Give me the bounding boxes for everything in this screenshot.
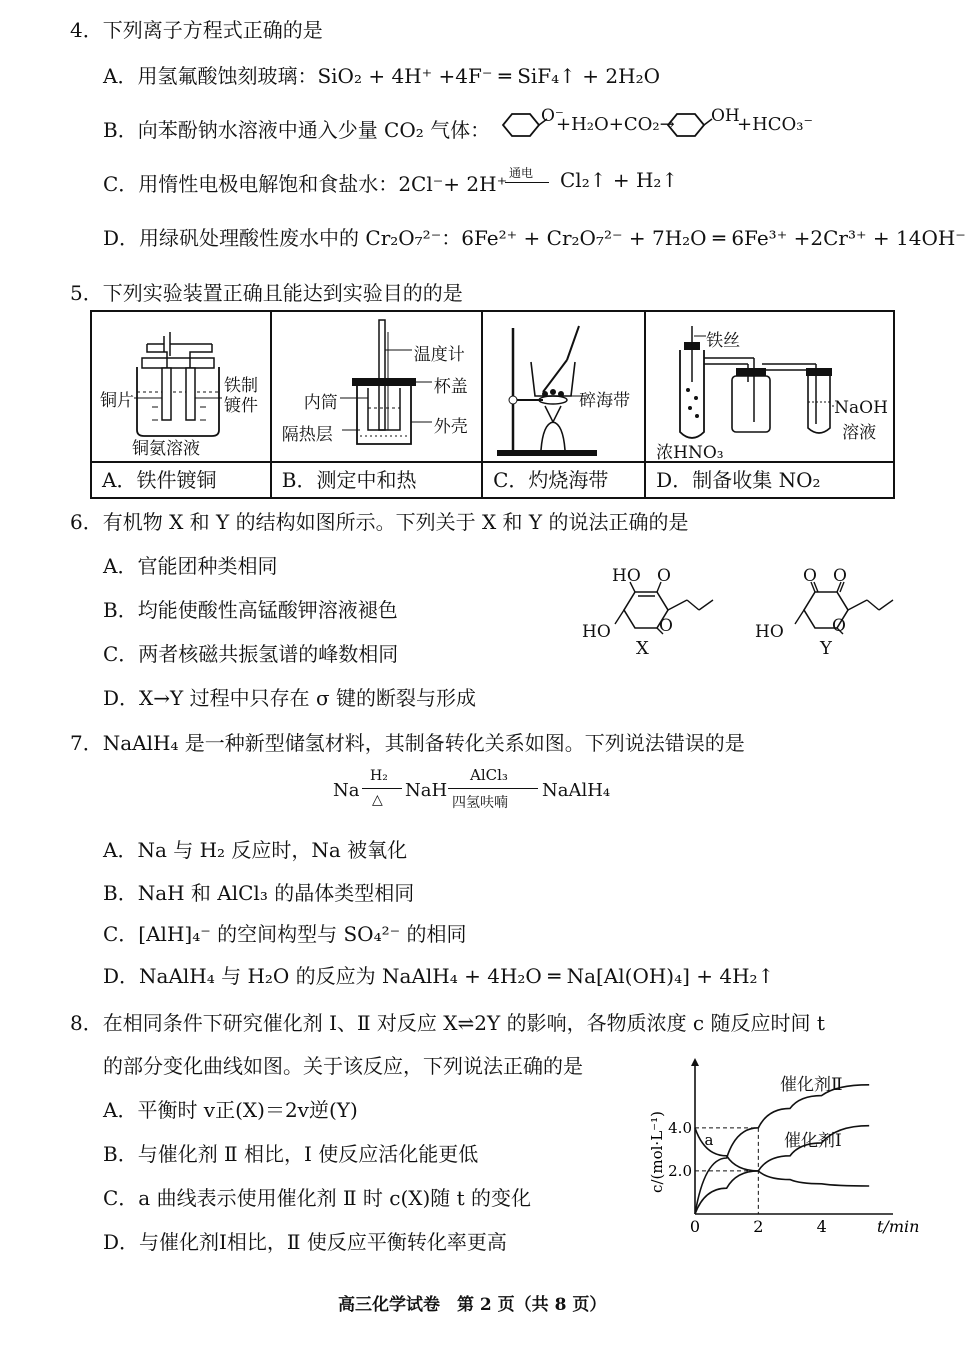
q5-stem: 5．下列实验装置正确且能达到实验目的的是	[70, 281, 463, 305]
x-axis-label: t/min	[877, 1217, 920, 1236]
y-axis-label: c/(mol·L⁻¹)	[648, 1111, 666, 1193]
x-tick-0: 0	[689, 1217, 701, 1236]
y-atom-o-2: O	[833, 566, 847, 586]
label-iron-piece: 铁制镀件	[224, 376, 258, 416]
q8-option-b: B．与催化剂 Ⅱ 相比，Ⅰ 使反应活化能更低	[103, 1142, 479, 1166]
electrolysis-condition: 通电	[509, 166, 534, 180]
scheme-nah: NaH	[405, 780, 448, 801]
series-1-curve	[695, 1126, 869, 1214]
caption-d: D．制备收集 NO₂	[646, 461, 893, 497]
q4-c-left: 2Cl⁻+ 2H⁺	[398, 172, 508, 196]
label-iron-wire: 铁丝	[706, 331, 741, 351]
q7-option-d: D．NaAlH₄ 与 H₂O 的反应为 NaAlH₄ + 4H₂O ═ Na[Al(OH)₄] + 4H₂↑	[103, 964, 775, 988]
phenoxide-o-minus: O⁻	[541, 106, 564, 126]
q8-stem-line1: 8．在相同条件下研究催化剂 Ⅰ、Ⅱ 对反应 X⇌2Y 的影响，各物质浓度 c 随反应时间 t	[70, 1011, 825, 1035]
q4-d-label: D．用绿矾处理酸性废水中的 Cr₂O₇²⁻：	[103, 226, 462, 250]
q8-option-d: D．与催化剂Ⅰ相比，Ⅱ 使反应平衡转化率更高	[103, 1230, 507, 1254]
condition-arrow-line	[505, 182, 549, 183]
label-solution: 溶液	[842, 423, 877, 443]
q8-option-a: A．平衡时 v正(X)＝2v逆(Y)	[103, 1098, 358, 1122]
q6-stem: 6．有机物 X 和 Y 的结构如图所示。下列关于 X 和 Y 的说法正确的是	[70, 510, 689, 534]
label-insulation: 隔热层	[281, 425, 333, 445]
q8-option-c: C．a 曲线表示使用催化剂 Ⅱ 时 c(X)随 t 的变化	[103, 1186, 532, 1210]
y-atom-ho: HO	[755, 622, 784, 642]
q4-b-part2: +HCO₃⁻	[737, 114, 814, 135]
q6-option-b: B．均能使酸性高锰酸钾溶液褪色	[103, 598, 398, 622]
caption-b: B．测定中和热	[272, 461, 481, 497]
label-lid: 杯盖	[433, 377, 468, 397]
label-inner-cup: 内筒	[303, 393, 338, 413]
x-tick-2: 2	[753, 1217, 764, 1236]
phenol-oh: OH	[711, 106, 740, 126]
q4-c-label: C．用惰性电极电解饱和食盐水：	[103, 172, 399, 196]
x-tick-4: 4	[816, 1217, 827, 1236]
scheme-na: Na	[333, 780, 360, 801]
scheme-arrow-2	[448, 788, 538, 789]
apparatus-a	[91, 311, 271, 498]
q6-option-d: D．X→Y 过程中只存在 σ 键的断裂与形成	[103, 686, 476, 710]
scheme-h2: H₂	[370, 768, 388, 784]
x-atom-ho-bottom: HO	[582, 622, 611, 642]
apparatus-c	[482, 311, 645, 498]
x-atom-o-bottom: O	[659, 616, 673, 636]
legend-catalyst-1: 催化剂Ⅰ	[784, 1131, 842, 1151]
q4-stem: 4．下列离子方程式正确的是	[70, 18, 323, 42]
q4-b-part1: +H₂O+CO₂→	[556, 114, 675, 135]
y-atom-o-bottom: O	[832, 616, 846, 636]
x-atom-o-top: O	[657, 566, 671, 586]
caption-c: C．灼烧海带	[483, 461, 644, 497]
q4-a-label: A．用氢氟酸蚀刻玻璃：	[103, 64, 318, 88]
q4-option-b	[103, 114, 490, 143]
concentration-chart	[640, 1064, 920, 1244]
y-atom-o-1: O	[803, 566, 817, 586]
y-tick-2.0: 2.0	[668, 1161, 692, 1180]
scheme-thf: 四氢呋喃	[452, 795, 508, 811]
q8-stem-line2: 的部分变化曲线如图。关于该反应，下列说法正确的是	[103, 1054, 583, 1078]
label-conc-hno3: 浓HNO₃	[656, 443, 724, 463]
q7-option-c: C．[AlH]₄⁻ 的空间构型与 SO₄²⁻ 的相同	[103, 922, 467, 946]
curve-label-a: a	[704, 1131, 714, 1150]
scheme-naalh4: NaAlH₄	[542, 780, 611, 801]
q4-c-right: Cl₂↑ + H₂↑	[560, 168, 679, 192]
label-naoh: NaOH	[834, 398, 888, 418]
apparatus-d	[645, 311, 894, 498]
legend-catalyst-2: 催化剂Ⅱ	[780, 1075, 843, 1095]
label-seaweed: 碎海带	[579, 391, 631, 411]
q4-d-equation: 6Fe²⁺ + Cr₂O₇²⁻ + 7H₂O ═ 6Fe³⁺ +2Cr³⁺ + 14OH⁻	[461, 226, 966, 250]
scheme-heat: △	[372, 792, 383, 808]
q4-a-equation: SiO₂ + 4H⁺ +4F⁻ ═ SiF₄↑ + 2H₂O	[317, 64, 660, 88]
y-axis-arrow	[691, 1058, 699, 1066]
label-copper-plate: 铜片	[100, 391, 134, 411]
label-outer-shell: 外壳	[433, 417, 468, 437]
q7-stem: 7．NaAlH₄ 是一种新型储氢材料，其制备转化关系如图。下列说法错误的是	[70, 731, 745, 755]
apparatus-b	[271, 311, 482, 498]
scheme-alcl3: AlCl₃	[470, 766, 508, 784]
chart-series	[695, 1085, 869, 1214]
q7-option-b: B．NaH 和 AlCl₃ 的晶体类型相同	[103, 881, 415, 905]
label-cuprammonium: 铜氨溶液	[132, 439, 200, 459]
scheme-arrow-1	[362, 788, 402, 789]
page-footer: 高三化学试卷 第 2 页（共 8 页）	[338, 1295, 607, 1315]
q6-option-a: A．官能团种类相同	[103, 554, 278, 578]
q4-option-c	[103, 168, 507, 197]
q6-option-c: C．两者核磁共振氢谱的峰数相同	[103, 642, 399, 666]
caption-a: A．铁件镀铜	[92, 461, 270, 497]
q4-option-d	[103, 222, 966, 251]
q7-option-a: A．Na 与 H₂ 反应时，Na 被氧化	[103, 838, 408, 862]
q4-b-label: B．向苯酚钠水溶液中通入少量 CO₂ 气体：	[103, 118, 491, 142]
label-thermometer: 温度计	[413, 345, 465, 365]
molecule-y-label: Y	[820, 638, 832, 659]
series-0-curve	[695, 1085, 869, 1214]
q4-option-a	[103, 60, 660, 89]
x-atom-ho-top: HO	[612, 566, 641, 586]
y-tick-4.0: 4.0	[668, 1118, 692, 1137]
molecule-x-label: X	[636, 638, 649, 659]
apparatus-table	[90, 310, 895, 499]
